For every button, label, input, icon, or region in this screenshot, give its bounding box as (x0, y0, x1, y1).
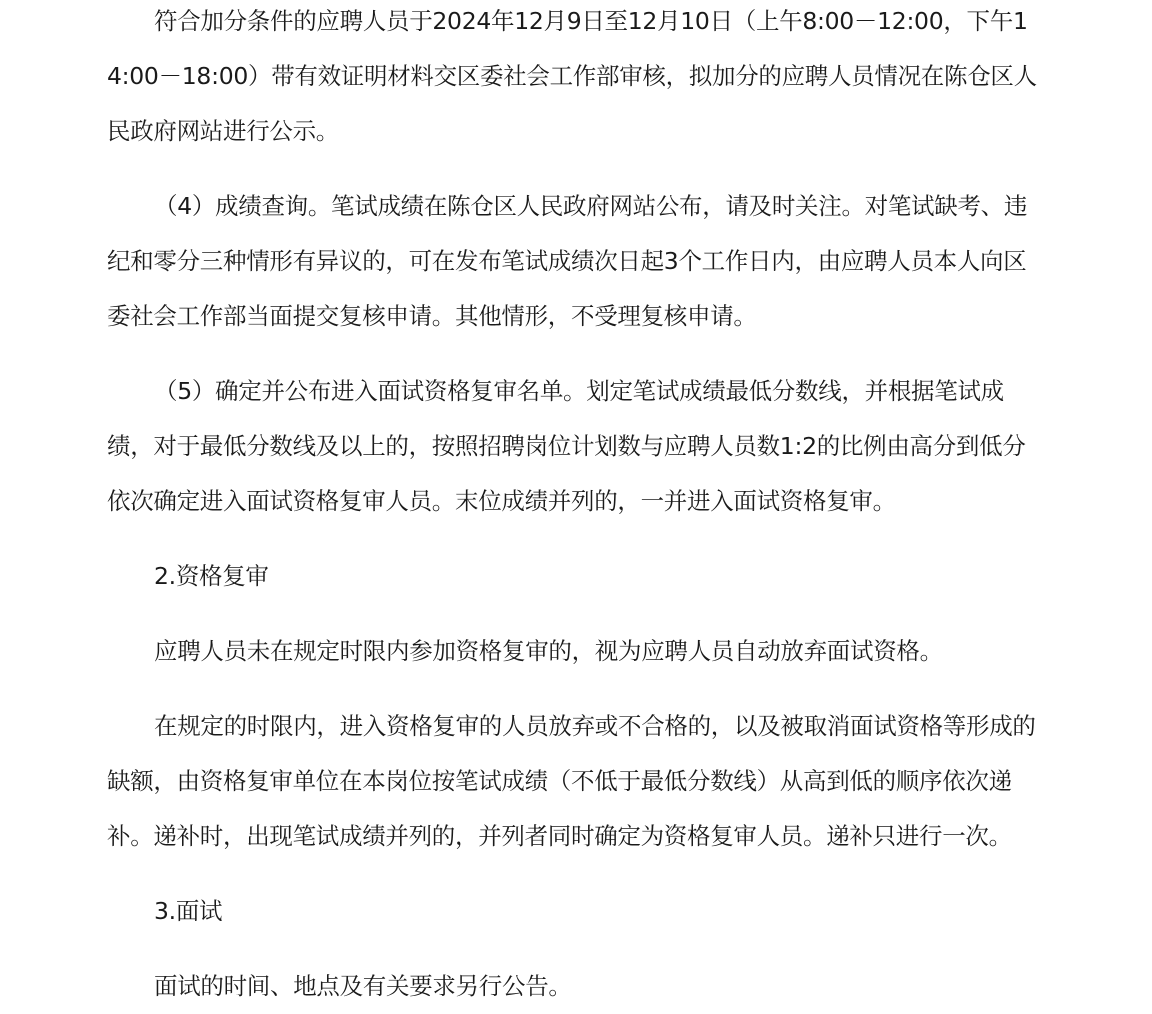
paragraph-interview-list: （5）确定并公布进入面试资格复审名单。划定笔试成绩最低分数线，并根据笔试成绩，对于最低分数线及以上的，按照招聘岗位计划数与应聘人员数1:2的比例由高分到低分依次确定进入面试资格复审人员。末位成绩并列的，一并进入面试资格复审。 (107, 377, 1026, 515)
paragraph-gap (107, 864, 1042, 884)
paragraph-interview-notice: 面试的时间、地点及有关要求另行公告。 (154, 972, 572, 1000)
paragraph-gap (107, 159, 1042, 179)
paragraph-gap (107, 604, 1042, 624)
paragraph-vacancy-fill: 在规定的时限内，进入资格复审的人员放弃或不合格的，以及被取消面试资格等形成的缺额，由资格复审单位在本岗位按笔试成绩（不低于最低分数线）从高到低的顺序依次递补。递补时，出现笔试成绩并列的，并列者同时确定为资格复审人员。递补只进行一次。 (107, 712, 1036, 850)
paragraph-gap (107, 344, 1042, 364)
paragraph-gap (107, 679, 1042, 699)
article-body (107, 0, 1042, 1014)
paragraph-score-inquiry: （4）成绩查询。笔试成绩在陈仓区人民政府网站公布，请及时关注。对笔试缺考、违纪和零分三种情形有异议的，可在发布笔试成绩次日起3个工作日内，由应聘人员本人向区委社会工作部当面提交复核申请。其他情形，不受理复核申请。 (107, 192, 1028, 330)
section-heading-qualification-review: 2.资格复审 (154, 562, 269, 590)
paragraph-gap (107, 939, 1042, 959)
section-heading-interview: 3.面试 (154, 897, 223, 925)
paragraph-gap (107, 529, 1042, 549)
paragraph-bonus-points-review: 符合加分条件的应聘人员于2024年12月9日至12月10日（上午8:00－12:00，下午14:00－18:00）带有效证明材料交区委社会工作部审核，拟加分的应聘人员情况在陈仓区人民政府网站进行公示。 (107, 7, 1037, 145)
paragraph-review-absence: 应聘人员未在规定时限内参加资格复审的，视为应聘人员自动放弃面试资格。 (154, 637, 943, 665)
